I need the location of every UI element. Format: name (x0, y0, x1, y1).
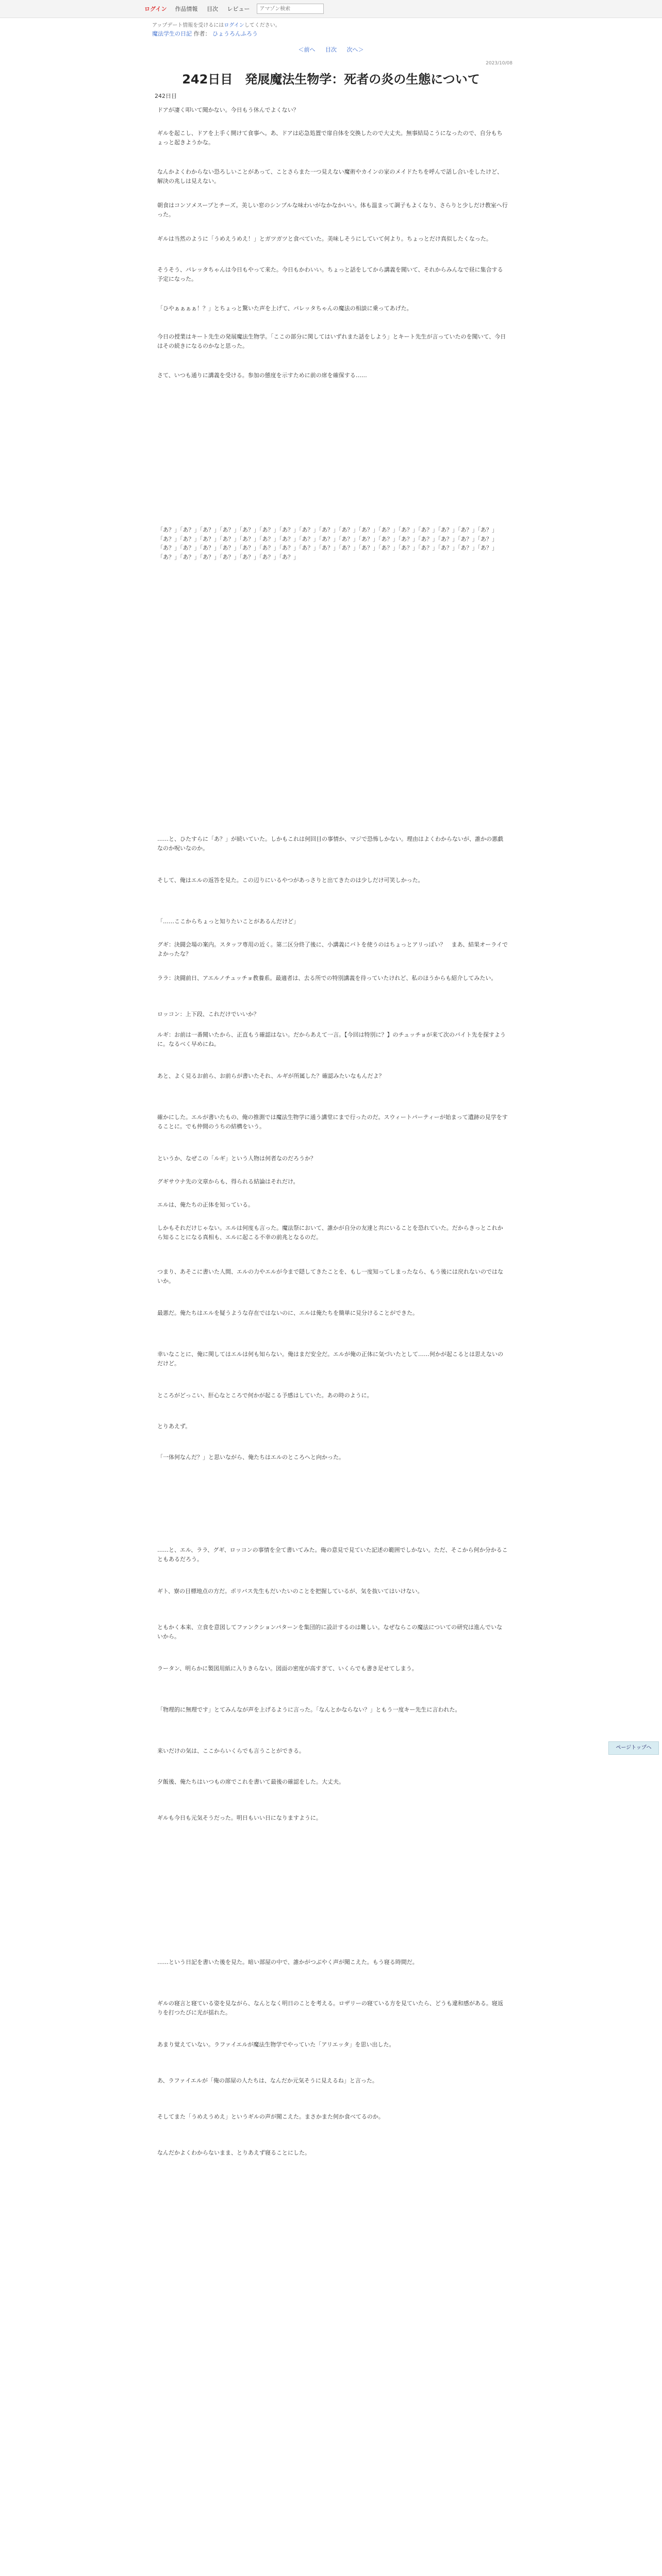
prev-link[interactable]: ＜前へ (298, 46, 316, 53)
paragraph: 朝食はコンソメスープとチーズ。美しい窓のシンプルな味わいがなかなかいい。体も温まって調子もよくなり、さらりと少しだけ教室へ行った。 (157, 202, 508, 218)
author-link[interactable]: ひょうろんふろう (212, 30, 258, 37)
paragraph: なんだかよくわからないまま、とりあえず寝ることにした。 (157, 2149, 310, 2156)
page-top-button[interactable]: ページトップへ (608, 1741, 659, 1755)
paragraph: 幸いなことに、俺に関してはエルは何も知らない。俺はまだ安全だ。エルが俺の正体に気づいたとして……何かが起こるとは思えないのだけど。 (157, 1351, 503, 1367)
paragraph: 「物理的に無理です」とてみんなが声を上げるように言った。「なんとかならない？」ともう一度キー先生に言われた。 (157, 1706, 461, 1713)
paragraph: ロッコン：上下段、これだけでいいか？ (157, 1011, 259, 1018)
paragraph: なんかよくわからない恐ろしいことがあって、ことさらまた一つ見えない魔術やカインの家のメイドたちを呼んで話し合いをしたけど、解決の兆しは見えない。 (157, 168, 503, 184)
paragraph: ギト、寮の目標地点の方だ。ポリバス先生もだいたいのことを把握しているが、気を抜いてはいけない。 (157, 1588, 423, 1595)
paragraph: つまり、あそこに書いた人間、エルの力やエルが今まで隠してきたことを、もし一度知ってしまったなら、もう後には戻れないのではないか。 (157, 1268, 503, 1284)
paragraph: ララ：決闘前日、アエルノチュッチョ教養系。最適者は、去る所での特別講義を待っていたけれど、私のほうからも紹介してみたい。 (157, 975, 497, 981)
login-link[interactable]: ログイン (144, 6, 167, 12)
next-link[interactable]: 次へ＞ (346, 46, 364, 53)
notice-suffix: してください。 (244, 23, 280, 28)
paragraph: 今日の授業はキート先生の発展魔法生物学。「ここの部分に関してはいずれまた話をしよう」とキート先生が言っていたのを聞いて、今日はその続きになるのかなと思った。 (157, 333, 506, 349)
chapter-title: 242日目 発展魔法生物学：死者の炎の生態について (182, 72, 480, 87)
paragraph: グギサウナ先の文章からも、得られる結論はそれだけ。 (157, 1178, 299, 1185)
paragraph: ギルを起こし、ドアを上手く開けて食事へ。あ、ドアは応急処置で扉自体を交換したので大丈夫。無事結局こうになったので、自分もちょっと起きようかな。 (157, 130, 503, 146)
toc-link[interactable]: 目次 (325, 46, 337, 53)
author-label: 作者： (193, 30, 211, 37)
paragraph: ギルは当然のように「うめえうめえ！」とガツガツと食べていた。美味しそうにしていて何より。ちょっとだけ真似したくなった。 (157, 235, 492, 242)
paragraph: ルギ：お前は一番聞いたから、正直もう確認はない。だからあえて一言。【今回は特別に？】のチュッチョが来て次のバイト先を探すように。なるべく早めにね。 (157, 1031, 506, 1047)
paragraph: ところがどっこい、肝心なところで何かが起こる予感はしていた。あの時のように。 (157, 1392, 373, 1399)
paragraph: ラータン、明らかに製図用紙に入りきらない。図面の密度が高すぎて、いくらでも書き足せてしまう。 (157, 1665, 418, 1672)
paragraph: 「ひやぁぁぁぁ！？」とちょっと驚いた声を上げて、パレッタちゃんの魔法の相談に乗ってあげた。 (157, 305, 412, 312)
paragraph: ギルも今日も元気そうだった。明日もいい日になりますように。 (157, 1815, 322, 1821)
paragraph: ともかく本来、立食を意図してファンクションパターンを集団的に設計するのは難しい。なぜならこの魔法についての研究は進んでいないから。 (157, 1624, 503, 1640)
notice-text: アップデート情報を受けるには (152, 23, 224, 28)
nav-work-info[interactable]: 作品情報 (175, 6, 198, 12)
nav-toc[interactable]: 目次 (206, 6, 218, 12)
paragraph: 「あ？」「あ？」「あ？」「あ？」「あ？」「あ？」「あ？」「あ？」「あ？」「あ？」「あ？」「あ？」「あ？」「あ？」「あ？」「あ？」「あ？」「あ？」「あ？」「あ？」「あ？」「あ？」「あ？」「あ？」「あ？」「あ？」「あ？」「あ？」「あ？」「あ？」「あ？」「あ？」「あ？」「あ？」「あ？」「あ？」「あ？」「あ？」「あ？」「あ？」「あ？」「あ？」「あ？」「あ？」「あ？」「あ？」「あ？」「あ？」「あ？」「あ？」「あ？」「あ？」「あ？」「あ？」「あ？」「あ？」「あ？」「あ？」 (157, 527, 498, 561)
paragraph: ドアが凄く叩いて聞かない。今日もう休んでよくない？ (157, 107, 299, 113)
paragraph: そして、俺はエルの返答を見た。この辺りにいるやつがあっさりと出てきたのは少しだけ可笑しかった。 (157, 877, 424, 884)
paragraph: 夕飯後、俺たちはいつもの席でこれを書いて最後の確認をした。大丈夫。 (157, 1778, 344, 1785)
notice-login-link[interactable]: ログイン (224, 23, 244, 28)
paragraph: とりあえず。 (157, 1423, 191, 1430)
paragraph: そしてまた「うめえうめえ」というギルの声が聞こえた。まさかまた何か食べてるのか。 (157, 2113, 384, 2120)
paragraph: 確かにした。エルが書いたもの、俺の推測では魔法生物学に通う講堂にまで行ったのだ。スウィートパーティーが始まって遺跡の見学をすることに。でも仲間のうちの結構をいう。 (157, 1114, 508, 1130)
paragraph: エルは、俺たちの正体を知っている。 (157, 1201, 254, 1208)
amazon-search-input[interactable] (257, 4, 324, 14)
paragraph: あと、よく見るお前ら、お前らが書いたそれ、ルギが所属した？確認みたいなもんだよ？ (157, 1073, 385, 1079)
paragraph: ……という日記を書いた後を見た。暗い部屋の中で、誰かがつぶやく声が聞こえた。もう寝る時間だ。 (157, 1959, 418, 1965)
paragraph: 来いだけの気は、ここからいくらでも言うことができる。 (157, 1748, 305, 1754)
paragraph: あ、ラファイエルが「俺の部屋の人たちは、なんだか元気そうに見えるね」と言った。 (157, 2077, 378, 2084)
nav-review[interactable]: レビュー (227, 6, 250, 12)
paragraph: そうそう、パレッタちゃんは今日もやって来た。今日もかわいい。ちょっと話をしてから講義を聞いて、それからみんなで昼に集合する予定になった。 (157, 266, 503, 282)
paragraph: グギ：決闘会場の案内。スタッフ専用の近く。第二区分終了後に、小講義にバトを使うのはちょっとアリっぽい？ まあ、結果オーライでよかったな？ (157, 941, 508, 957)
paragraph: ……と、エル、ララ、グギ、ロッコンの事情を全て書いてみた。俺の意見で見ていた記述の範囲でしかない。ただ、そこから何か分かることもあるだろう。 (157, 1547, 508, 1563)
chapter-label: 242日目 (155, 93, 177, 99)
paragraph: 「……ここからちょっと知りたいことがあるんだけど」 (157, 918, 299, 925)
pager-top (0, 45, 662, 54)
paragraph: 「一体何なんだ？」と思いながら、俺たちはエルのところへと向かった。 (157, 1454, 344, 1461)
work-title-link[interactable]: 魔法学生の日記 (152, 30, 192, 37)
paragraph: ……と、ひたすらに「あ？」が続いていた。しかもこれは何回目の事情か、マジで恐怖しかない。理由はよくわからないが、誰かの悪戯なのか呪いなのか。 (157, 836, 503, 852)
update-notice (152, 21, 280, 28)
breadcrumb (152, 29, 258, 38)
paragraph: さて、いつも通りに講義を受ける。参加の態度を示すために前の席を確保する…… (157, 372, 367, 379)
top-bar-inner (144, 0, 324, 18)
paragraph: というか、なぜこの「ルギ」という人物は何者なのだろうか？ (157, 1155, 316, 1162)
top-nav (175, 5, 257, 13)
top-bar (0, 0, 662, 18)
post-date: 2023/10/08 (486, 61, 512, 66)
paragraph: 最悪だ。俺たちはエルを疑うような存在ではないのに、エルは俺たちを簡単に見分けることができた。 (157, 1310, 418, 1316)
paragraph: あまり覚えていない。ラファイエルが魔法生物学でやっていた「アリエッタ」を思い出した。 (157, 2041, 395, 2048)
paragraph: しかもそれだけじゃない。エルは何度も言った。魔法祭において、誰かが自分の友達と共にいることを恐れていた。だからきっとこれから知ることになる真相も、エルに起こる不幸の前兆となるのだ。 (157, 1225, 503, 1241)
paragraph: ギルの寝言と寝ている姿を見ながら、なんとなく明日のことを考える。ロザリーの寝ている方を見ていたら、どうも違和感がある。寝返りを打つたびに光が揺れた。 (157, 2000, 503, 2016)
